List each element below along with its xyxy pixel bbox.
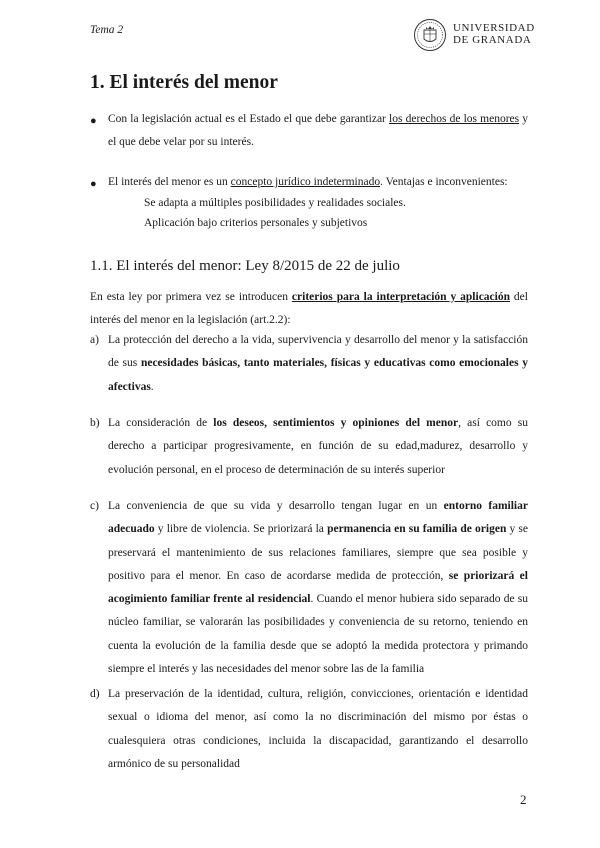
item-a-label: a) <box>90 334 99 346</box>
bullet-2-text-before: El interés del menor es un <box>108 176 231 188</box>
subitem-2: Aplicación bajo criterios personales y subjetivos <box>144 217 368 229</box>
item-a-text-1: La protección del derecho a la vida, supervivencia y desarrollo del menor y la satisfacción de sus <box>108 334 528 370</box>
bullet-1-underlined-text: los derechos de los menores <box>389 113 520 125</box>
item-c-label: c) <box>90 500 99 512</box>
bullet-paragraph-2 <box>108 171 538 194</box>
item-a-text-2: . <box>150 380 154 393</box>
university-seal-icon <box>413 18 447 52</box>
item-b-text-1: La consideración de <box>108 417 214 429</box>
item-c-text-4: . Cuando el menor hubiera sido separado de su núcleo familiar, se valorarán las posibilidades y conveniencia de su retorno, teniendo en cuenta la evolución de la familia desde que se adoptó la medida protectora y primando siempre el interés y las necesidades del menor sobre las de la familia <box>108 593 528 676</box>
intro-bold-text: criterios para la interpretación y aplicación <box>291 291 510 303</box>
university-logo <box>413 18 543 52</box>
item-b-label: b) <box>90 417 100 429</box>
item-c-bold-2: permanencia en su familia de origen <box>327 523 507 536</box>
item-a-text <box>108 329 528 399</box>
logo-line-1: UNIVERSIDAD <box>453 22 535 34</box>
intro-paragraph <box>90 286 528 332</box>
bullet-paragraph-1 <box>108 108 528 154</box>
item-a-bold-1: necesidades básicas, tanto materiales, físicas y educativas como emocionales y afectivas <box>108 357 528 393</box>
bullet-1-text-after: y el que debe velar por su interés. <box>108 113 528 148</box>
bullet-2-underlined-text: concepto jurídico indeterminado <box>230 176 381 188</box>
subitem-1: Se adapta a múltiples posibilidades y realidades sociales. <box>144 197 406 209</box>
bullet-icon: ● <box>90 178 97 190</box>
item-b-bold-1: los deseos, sentimientos y opiniones del menor <box>213 417 459 429</box>
intro-text-before: En esta ley por primera vez se introducen <box>90 291 292 303</box>
item-c-text-3: y se preservará el mantenimiento de sus relaciones familiares, siempre que sea posible y positivo para el menor. En caso de acordarse medida de protección, <box>108 523 528 582</box>
item-c-text-2: y libre de violencia. Se priorizará la <box>154 523 328 536</box>
page-number: 2 <box>520 792 527 807</box>
item-d-text <box>108 683 528 776</box>
item-b-text-2: , así como su derecho a participar progresivamente, en función de su edad,madurez, desarrollo y evolución personal, en el proceso de determinación de su interés superior <box>108 417 528 476</box>
item-c-text <box>108 495 528 681</box>
item-c-bold-3: se priorizará el acogimiento familiar frente al residencial <box>108 569 528 606</box>
page-title: 1. El interés del menor <box>90 72 278 93</box>
item-b-text <box>108 412 528 482</box>
item-d-text-1: La preservación de la identidad, cultura, religión, convicciones, orientación e identidad sexual o idioma del menor, así como la no discriminación del mismo por éstas o cualesquiera otras condiciones, incluida la discapacidad, garantizando el desarrollo armónico de su personalidad <box>108 688 528 770</box>
bullet-icon: ● <box>90 115 97 127</box>
item-c-bold-1: entorno familiar adecuado <box>108 500 528 536</box>
intro-text-after: del interés del menor en la legislación (art.2.2): <box>90 291 528 326</box>
header-section-label: Tema 2 <box>90 24 124 36</box>
bullet-1-text-before: Con la legislación actual es el Estado el que debe garantizar <box>108 113 390 125</box>
item-d-label: d) <box>90 688 100 700</box>
logo-line-2: DE GRANADA <box>453 34 532 46</box>
bullet-2-text-after: . Ventajas e inconvenientes: <box>380 176 508 188</box>
item-c-text-1: La conveniencia de que su vida y desarrollo tengan lugar en un <box>108 500 444 512</box>
section-subtitle: 1.1. El interés del menor: Ley 8/2015 de 22 de julio <box>90 258 400 274</box>
